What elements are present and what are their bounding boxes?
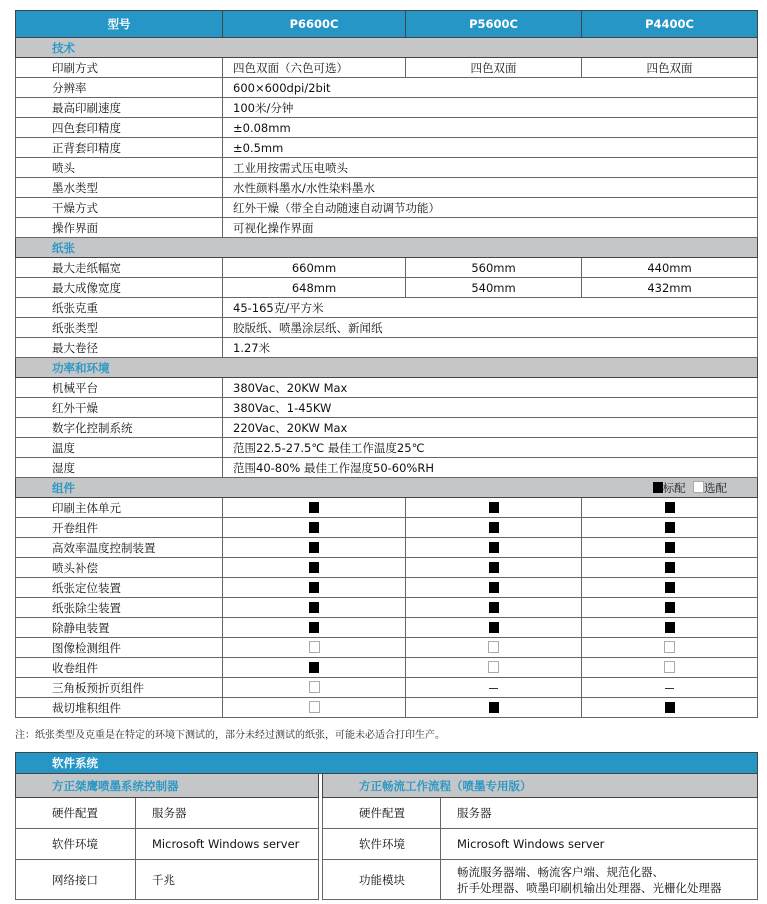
- row-value: 1.27米: [223, 338, 758, 358]
- row-value: 560mm: [406, 258, 582, 278]
- optional-mark-icon: [488, 661, 499, 673]
- section-power: [16, 358, 758, 378]
- row-label: 最大卷径: [16, 338, 223, 358]
- row-label: 分辨率: [16, 78, 223, 98]
- dash-icon: [489, 688, 498, 689]
- mark-cell: [406, 598, 582, 618]
- optional-mark-icon: [488, 641, 499, 653]
- header-row: [16, 11, 758, 38]
- filled-square-icon: [653, 482, 663, 493]
- standard-mark-icon: [665, 542, 675, 553]
- standard-mark-icon: [309, 542, 319, 553]
- table-row: [16, 318, 758, 338]
- row-value: 660mm: [223, 258, 406, 278]
- table-row: [16, 518, 758, 538]
- left-system-title: 方正桀鹰喷墨系统控制器: [16, 774, 319, 798]
- mark-cell: [582, 698, 758, 718]
- row-label: 纸张克重: [16, 298, 223, 318]
- left-key: 软件环境: [16, 829, 136, 860]
- optional-mark-icon: [309, 641, 320, 653]
- mark-cell: [223, 658, 406, 678]
- table-row: [16, 138, 758, 158]
- mark-cell: [406, 558, 582, 578]
- model-name: P5600C: [406, 11, 582, 38]
- row-label: 裁切堆积组件: [16, 698, 223, 718]
- row-value: 432mm: [582, 278, 758, 298]
- right-value: 服务器: [441, 798, 758, 829]
- row-value: 600×600dpi/2bit: [223, 78, 758, 98]
- row-value: 胶版纸、喷墨涂层纸、新闻纸: [223, 318, 758, 338]
- model-name: P6600C: [223, 11, 406, 38]
- left-value: 服务器: [136, 798, 319, 829]
- row-value: 380Vac、20KW Max: [223, 378, 758, 398]
- row-label: 最大走纸幅宽: [16, 258, 223, 278]
- software-table: [15, 752, 758, 900]
- table-row: [16, 218, 758, 238]
- row-label: 印刷方式: [16, 58, 223, 78]
- table-row: [16, 438, 758, 458]
- table-row: [16, 398, 758, 418]
- standard-mark-icon: [665, 582, 675, 593]
- optional-mark-icon: [664, 661, 675, 673]
- mark-cell: [223, 518, 406, 538]
- table-row: [16, 638, 758, 658]
- standard-mark-icon: [309, 522, 319, 533]
- table-row: [16, 678, 758, 698]
- model-name: P4400C: [582, 11, 758, 38]
- standard-mark-icon: [489, 562, 499, 573]
- row-label: 操作界面: [16, 218, 223, 238]
- row-label: 纸张定位装置: [16, 578, 223, 598]
- mark-cell: [582, 558, 758, 578]
- row-value: 220Vac、20KW Max: [223, 418, 758, 438]
- table-row: [16, 338, 758, 358]
- row-value: 45-165克/平方米: [223, 298, 758, 318]
- row-label: 墨水类型: [16, 178, 223, 198]
- row-label: 除静电装置: [16, 618, 223, 638]
- standard-mark-icon: [665, 702, 675, 713]
- mark-cell: [223, 538, 406, 558]
- right-key: 功能模块: [323, 860, 441, 900]
- standard-mark-icon: [665, 622, 675, 633]
- section-title: [16, 358, 758, 378]
- table-row: [16, 658, 758, 678]
- section-title-text: 功率和环境: [52, 360, 110, 375]
- row-label: 三角板预折页组件: [16, 678, 223, 698]
- mark-cell: [406, 498, 582, 518]
- table-row: [16, 538, 758, 558]
- section-title: [16, 478, 758, 498]
- left-key: 硬件配置: [16, 798, 136, 829]
- right-key: 硬件配置: [323, 798, 441, 829]
- table-row: [16, 278, 758, 298]
- row-value: 380Vac、1-45KW: [223, 398, 758, 418]
- software-title: 软件系统: [16, 753, 758, 774]
- section-components: [16, 478, 758, 498]
- legend-standard: 标配: [662, 480, 686, 495]
- standard-mark-icon: [489, 622, 499, 633]
- row-label: 湿度: [16, 458, 223, 478]
- standard-mark-icon: [489, 502, 499, 513]
- left-value: Microsoft Windows server: [136, 829, 319, 860]
- table-row: [16, 158, 758, 178]
- dash-icon: [665, 688, 674, 689]
- row-value: 四色双面: [582, 58, 758, 78]
- table-row: [16, 178, 758, 198]
- module-line: 畅流服务器端、畅流客户端、规范化器、: [457, 864, 664, 879]
- model-header: 型号: [16, 11, 223, 38]
- table-row: [16, 198, 758, 218]
- section-title: [16, 38, 758, 58]
- mark-cell: [223, 638, 406, 658]
- mark-cell: [406, 538, 582, 558]
- mark-cell: [406, 638, 582, 658]
- right-key: 软件环境: [323, 829, 441, 860]
- legend-optional: 选配: [704, 480, 727, 495]
- mark-cell: [223, 578, 406, 598]
- mark-cell: [223, 558, 406, 578]
- mark-cell: [582, 618, 758, 638]
- mark-cell: [406, 518, 582, 538]
- standard-mark-icon: [489, 602, 499, 613]
- row-value: ±0.08mm: [223, 118, 758, 138]
- table-row: [16, 78, 758, 98]
- section-paper: [16, 238, 758, 258]
- row-label: 收卷组件: [16, 658, 223, 678]
- standard-mark-icon: [309, 582, 319, 593]
- standard-mark-icon: [309, 662, 319, 673]
- row-value: 红外干燥（带全自动随速自动调节功能）: [223, 198, 758, 218]
- row-label: 开卷组件: [16, 518, 223, 538]
- table-row: [16, 698, 758, 718]
- row-value: 范围22.5-27.5℃ 最佳工作温度25℃: [223, 438, 758, 458]
- mark-cell: [582, 638, 758, 658]
- mark-cell: [223, 678, 406, 698]
- right-value: [441, 860, 758, 900]
- left-value: 千兆: [136, 860, 319, 900]
- section-title-text: 纸张: [52, 240, 75, 255]
- mark-cell: [406, 618, 582, 638]
- row-value: 四色双面: [406, 58, 582, 78]
- standard-mark-icon: [309, 562, 319, 573]
- row-label: 四色套印精度: [16, 118, 223, 138]
- left-key: 网络接口: [16, 860, 136, 900]
- row-label: 喷头补偿: [16, 558, 223, 578]
- row-label: 印刷主体单元: [16, 498, 223, 518]
- standard-mark-icon: [309, 602, 319, 613]
- row-label: 最大成像宽度: [16, 278, 223, 298]
- mark-cell: [406, 678, 582, 698]
- mark-cell: [582, 598, 758, 618]
- mark-cell: [406, 658, 582, 678]
- row-label: 高效率温度控制装置: [16, 538, 223, 558]
- table-row: [16, 458, 758, 478]
- standard-mark-icon: [665, 502, 675, 513]
- table-row: [16, 118, 758, 138]
- module-line: 折手处理器、喷墨印刷机输出处理器、光栅化处理器: [457, 880, 722, 895]
- row-value: 648mm: [223, 278, 406, 298]
- table-row: [16, 418, 758, 438]
- row-label: 红外干燥: [16, 398, 223, 418]
- row-value: 工业用按需式压电喷头: [223, 158, 758, 178]
- row-label: 纸张除尘装置: [16, 598, 223, 618]
- right-system-title: 方正畅流工作流程（喷墨专用版）: [323, 774, 758, 798]
- optional-mark-icon: [309, 681, 320, 693]
- row-value: 440mm: [582, 258, 758, 278]
- section-title-text: 技术: [52, 40, 75, 55]
- section-tech: [16, 38, 758, 58]
- standard-mark-icon: [665, 522, 675, 533]
- mark-cell: [223, 698, 406, 718]
- row-value: 540mm: [406, 278, 582, 298]
- standard-mark-icon: [489, 522, 499, 533]
- row-label: 喷头: [16, 158, 223, 178]
- table-row: [16, 558, 758, 578]
- footnote: 注：纸张类型及克重是在特定的环境下测试的，部分未经过测试的纸张，可能未必适合打印生产。: [15, 730, 445, 741]
- standard-mark-icon: [309, 622, 319, 633]
- mark-cell: [582, 518, 758, 538]
- table-row: [16, 298, 758, 318]
- row-value: 可视化操作界面: [223, 218, 758, 238]
- empty-square-icon: [693, 481, 704, 493]
- mark-cell: [223, 498, 406, 518]
- table-row: [16, 378, 758, 398]
- standard-mark-icon: [489, 582, 499, 593]
- standard-mark-icon: [665, 562, 675, 573]
- optional-mark-icon: [309, 701, 320, 713]
- row-value: 四色双面（六色可选）: [223, 58, 406, 78]
- row-value: ±0.5mm: [223, 138, 758, 158]
- mark-cell: [582, 658, 758, 678]
- standard-mark-icon: [489, 702, 499, 713]
- table-row: [16, 598, 758, 618]
- row-label: 最高印刷速度: [16, 98, 223, 118]
- table-row: [16, 98, 758, 118]
- table-row: [16, 258, 758, 278]
- table-row: [16, 498, 758, 518]
- row-label: 数字化控制系统: [16, 418, 223, 438]
- row-label: 图像检测组件: [16, 638, 223, 658]
- mark-cell: [223, 598, 406, 618]
- standard-mark-icon: [489, 542, 499, 553]
- right-value: Microsoft Windows server: [441, 829, 758, 860]
- table-row: [16, 578, 758, 598]
- mark-cell: [406, 578, 582, 598]
- section-title: [16, 238, 758, 258]
- section-title-text: 组件: [52, 480, 75, 495]
- row-value: 水性颜料墨水/水性染料墨水: [223, 178, 758, 198]
- table-row: [16, 618, 758, 638]
- mark-cell: [582, 498, 758, 518]
- mark-cell: [582, 578, 758, 598]
- mark-cell: [406, 698, 582, 718]
- spec-table: [15, 10, 758, 718]
- row-label: 温度: [16, 438, 223, 458]
- mark-cell: [582, 538, 758, 558]
- standard-mark-icon: [309, 502, 319, 513]
- row-label: 纸张类型: [16, 318, 223, 338]
- row-value: 100米/分钟: [223, 98, 758, 118]
- row-label: 干燥方式: [16, 198, 223, 218]
- row-label: 正背套印精度: [16, 138, 223, 158]
- legend: [653, 480, 727, 496]
- standard-mark-icon: [665, 602, 675, 613]
- mark-cell: [223, 618, 406, 638]
- row-label: 机械平台: [16, 378, 223, 398]
- table-row: [16, 58, 758, 78]
- optional-mark-icon: [664, 641, 675, 653]
- row-value: 范围40-80% 最佳工作湿度50-60%RH: [223, 458, 758, 478]
- mark-cell: [582, 678, 758, 698]
